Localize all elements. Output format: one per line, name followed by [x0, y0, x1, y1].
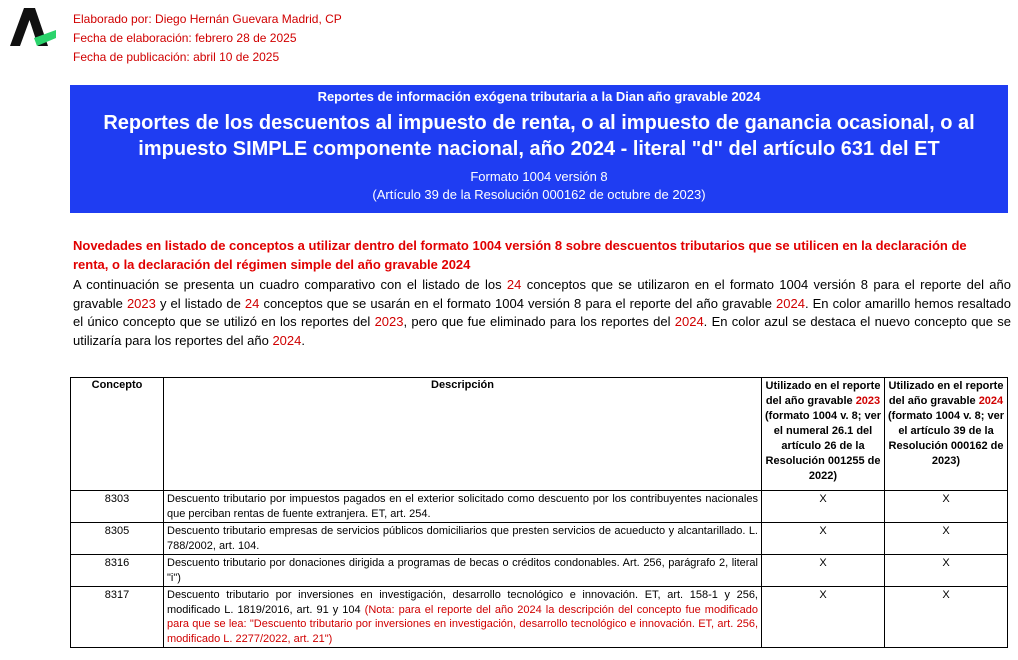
table-row	[71, 555, 1008, 587]
format-version: Formato 1004 versión 8	[470, 169, 608, 184]
table-row	[71, 523, 1008, 555]
concepts-table	[70, 377, 1008, 648]
header-descripcion: Descripción	[164, 378, 762, 491]
header-used-2023: Utilizado en el reporte del año gravable 2023 (formato 1004 v. 8; ver el numeral 26.1 del artículo 26 de la Resolución 001255 de 2022)	[762, 378, 885, 491]
concept-description: Descuento tributario por inversiones en investigación, desarrollo tecnológico e innovación. ET, art. 158-1 y 256, modificado L. 1819/2016, art. 91 y 104 (Nota: para el reporte del año 2024 la descripción del concepto fue modificado para que se lea: "Descuento tributario por inversiones en investigación, desarrollo tecnológico e innovación. ET, art. 256, modificado L. 2277/2022, art. 21")	[164, 587, 762, 648]
table-row	[71, 587, 1008, 648]
concept-code: 8303	[71, 491, 164, 523]
banner-subtitle: Reportes de información exógena tributaria a la Dian año gravable 2024	[317, 89, 761, 104]
concept-description: Descuento tributario por impuestos pagados en el exterior solicitado como descuento por los contribuyentes nacionales que perciban rentas de fuente extranjera. ET, art. 254.	[164, 491, 762, 523]
document-meta	[73, 10, 342, 67]
used-2023-mark: X	[762, 491, 885, 523]
used-2023-mark: X	[762, 523, 885, 555]
novedades-heading: Novedades en listado de conceptos a utilizar dentro del formato 1004 versión 8 sobre descuentos tributarios que se utilicen en la declaración de renta, o la declaración del régimen simple del año gravable 2024	[73, 238, 967, 272]
intro-paragraph: A continuación se presenta un cuadro comparativo con el listado de los 24 conceptos que se utilizaron en el formato 1004 versión 8 para el reporte del año gravable 2023 y el listado de 24 conceptos que se usarán en el formato 1004 versión 8 para el reporte del año gravable 2024. En color amarillo hemos resaltado el único concepto que se utilizó en los reportes del 2023, pero que fue eliminado para los reportes del 2024. En color azul se destaca el nuevo concepto que se utilizaría para los reportes del año 2024.	[73, 277, 1012, 348]
table-row	[71, 491, 1008, 523]
header-used-2024: Utilizado en el reporte del año gravable 2024 (formato 1004 v. 8; ver el artículo 39 de la Resolución 000162 de 2023)	[885, 378, 1008, 491]
publication-date: Fecha de publicación: abril 10 de 2025	[73, 50, 280, 64]
concept-note: (Nota: para el reporte del año 2024 la descripción del concepto fue modificado para que se lea: "Descuento tributario por inversiones en investigación, desarrollo tecnológico e innovación. ET, art. 256, modificado L. 2277/2022, art. 21")	[167, 603, 758, 645]
concept-code: 8317	[71, 587, 164, 648]
used-2024-mark: X	[885, 491, 1008, 523]
header-concepto: Concepto	[71, 378, 164, 491]
author-line: Elaborado por: Diego Hernán Guevara Madrid, CP	[73, 12, 342, 26]
concept-description: Descuento tributario empresas de servicios públicos domiciliarios que presten servicios de acueducto y alcantarillado. L. 788/2002, art. 104.	[164, 523, 762, 555]
article-reference: (Artículo 39 de la Resolución 000162 de octubre de 2023)	[372, 187, 706, 202]
title-banner	[70, 85, 1008, 213]
concept-code: 8316	[71, 555, 164, 587]
used-2024-mark: X	[885, 523, 1008, 555]
used-2024-mark: X	[885, 587, 1008, 648]
concept-code: 8305	[71, 523, 164, 555]
used-2023-mark: X	[762, 555, 885, 587]
page-title: Reportes de los descuentos al impuesto de renta, o al impuesto de ganancia ocasional, o al impuesto SIMPLE componente nacional, año 2024 - literal "d" del artículo 631 del ET	[103, 112, 975, 160]
used-2023-mark: X	[762, 587, 885, 648]
table-header-row	[71, 378, 1008, 491]
elaboration-date: Fecha de elaboración: febrero 28 de 2025	[73, 31, 297, 45]
concept-description: Descuento tributario por donaciones dirigida a programas de becas o créditos condonables. Art. 256, parágrafo 2, literal "i")	[164, 555, 762, 587]
actualicese-logo-icon	[8, 6, 58, 48]
used-2024-mark: X	[885, 555, 1008, 587]
